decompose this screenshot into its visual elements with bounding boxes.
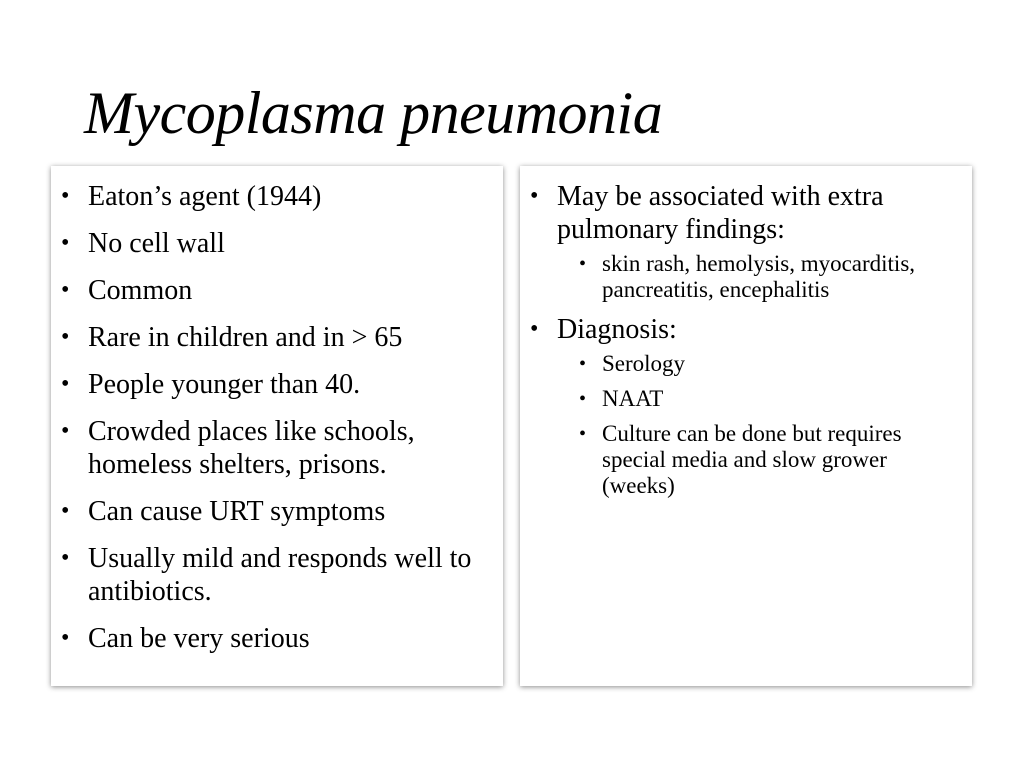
- bullet-icon: •: [61, 498, 70, 524]
- bullet-icon: •: [579, 388, 587, 410]
- bullet-icon: •: [61, 277, 70, 303]
- list-item-text: Diagnosis:: [557, 314, 677, 345]
- bullet-icon: •: [61, 230, 70, 256]
- list-item: [61, 368, 493, 401]
- bullet-icon: •: [61, 418, 70, 444]
- list-item: [61, 622, 493, 655]
- list-item: [61, 415, 493, 481]
- list-item-extrapulmonary: [530, 180, 962, 303]
- list-item-text: Rare in children and in > 65: [88, 322, 403, 353]
- sub-bullet-list: [579, 351, 962, 499]
- left-bullet-list: [61, 180, 493, 655]
- sub-bullet-list: [579, 251, 962, 303]
- sub-list-item: [579, 386, 962, 412]
- sub-list-item-text: NAAT: [602, 386, 664, 411]
- list-item-text: No cell wall: [88, 228, 225, 259]
- list-item-text: People younger than 40.: [88, 369, 361, 400]
- bullet-icon: •: [61, 371, 70, 397]
- list-item: [61, 274, 493, 307]
- right-content-panel: [520, 166, 972, 686]
- list-item: [61, 542, 493, 608]
- bullet-icon: •: [530, 183, 539, 209]
- sub-list-item: [579, 421, 962, 499]
- list-item-text: Eaton’s agent (1944): [88, 181, 322, 212]
- list-item-text: May be associated with extra pulmonary findings:: [557, 181, 884, 245]
- bullet-icon: •: [579, 353, 587, 375]
- list-item-text: Crowded places like schools, homeless shelters, prisons.: [88, 416, 415, 480]
- list-item-diagnosis: [530, 313, 962, 499]
- right-bullet-list: [530, 180, 962, 499]
- bullet-icon: •: [61, 183, 70, 209]
- bullet-icon: •: [579, 423, 587, 445]
- bullet-icon: •: [61, 625, 70, 651]
- sub-list-item-text: Culture can be done but requires special media and slow grower (weeks): [602, 421, 902, 498]
- list-item-text: Usually mild and responds well to antibiotics.: [88, 543, 472, 607]
- sub-list-item-text: Serology: [602, 351, 686, 376]
- sub-list-item-text: skin rash, hemolysis, myocarditis, pancreatitis, encephalitis: [602, 251, 916, 302]
- list-item: [61, 321, 493, 354]
- list-item: [61, 180, 493, 213]
- list-item: [61, 495, 493, 528]
- sub-list-item: [579, 251, 962, 303]
- bullet-icon: •: [61, 545, 70, 571]
- list-item-text: Common: [88, 275, 193, 306]
- bullet-icon: •: [579, 253, 587, 275]
- left-content-panel: [51, 166, 503, 686]
- sub-list-item: [579, 351, 962, 377]
- bullet-icon: •: [61, 324, 70, 350]
- slide-title: Mycoplasma pneumonia: [84, 80, 663, 146]
- list-item-text: Can cause URT symptoms: [88, 496, 386, 527]
- list-item-text: Can be very serious: [88, 623, 310, 654]
- list-item: [61, 227, 493, 260]
- bullet-icon: •: [530, 316, 539, 342]
